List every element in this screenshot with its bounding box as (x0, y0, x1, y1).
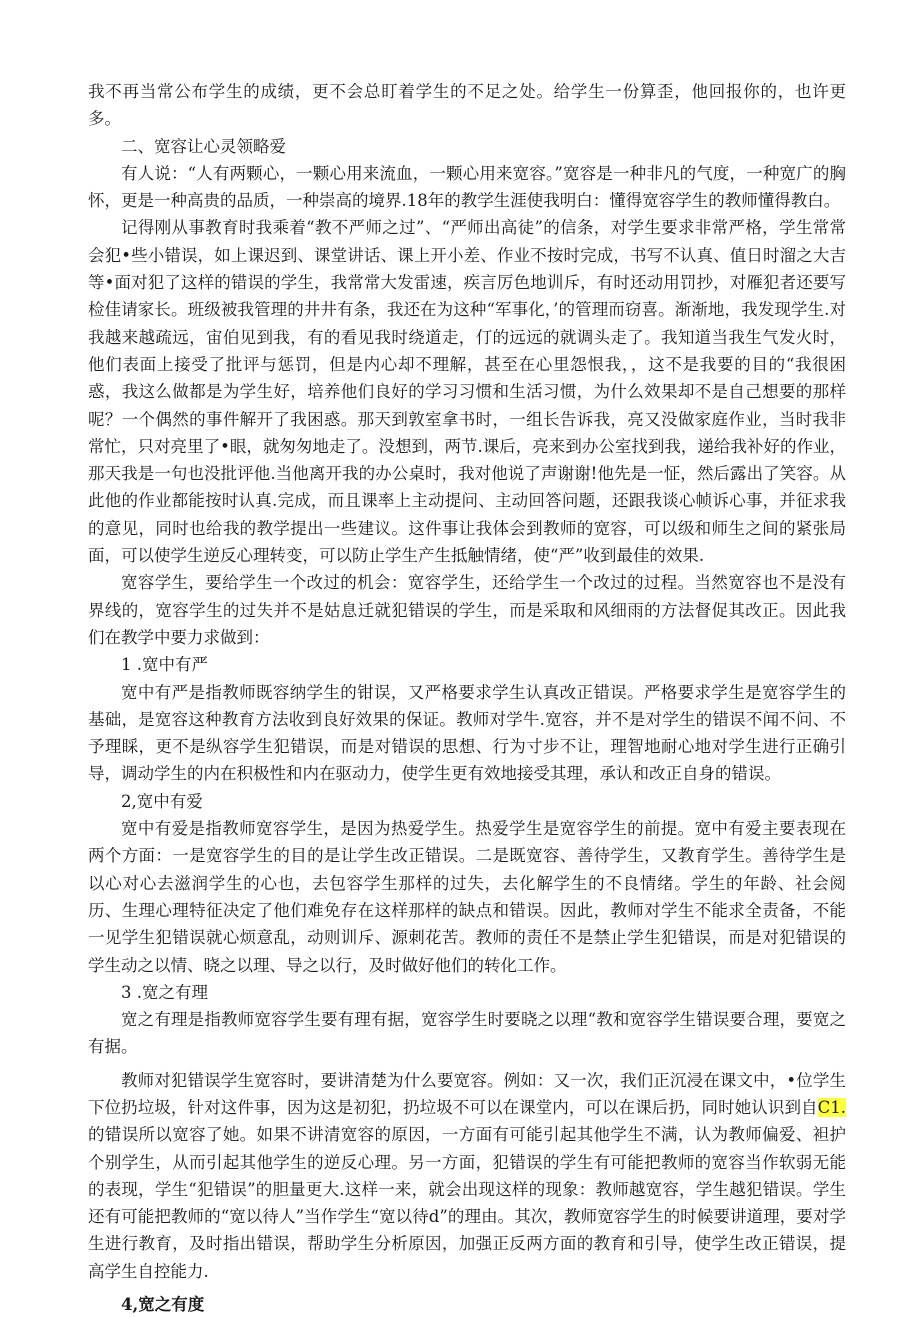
example-text-after: 的错误所以宽容了她。如果不讲清宽容的原因，一方面有可能引起其他学生不满，认为教师偏爱、袒护个别学生，从而引起其他学生的逆反心理。另一方面，犯错误的学生有可能把教师的宽容当作软弱无能的表现，学生“犯错误”的胆量更大.这样一来，就会出现这样的现象：教师越宽容，学生越犯错误。学生还有可能把教师的“宽以待人”当作学生“宽以待d”的理由。其次，教师宽容学生的时候要讲道理，要对学生进行教育，及时指出错误，帮助学生分析原因，加强正反两方面的教育和引导，使学生改正错误，提高学生自控能力. (88, 1125, 846, 1281)
paragraph-story: 记得刚从事教育时我乘着“教不严师之过”、“严师出高徒”的信条，对学生要求非常严格，学生常常会犯•些小错误，如上课迟到、课堂讲话、课上开小差、作业不按时完成，书写不认真、值日时溜之大吉等•面对犯了这样的错误的学生，我常常大发雷速，疾言厉色地训斥，有时还动用罚抄，对雁犯者还要写检佳请家长。班级被我管理的井井有条，我还在为这种“军事化，’的管理而窃喜。渐渐地，我发现学生.对我越来越疏远，宙伯见到我，有的看见我时绕道走，仃的远远的就调头走了。我知道当我生气发火时，他们表面上接受了批评与惩罚，但是内心却不理解，甚至在心里怨恨我，，这不是我要的目的“我很困惑，我这么做都是为学生好，培养他们良好的学习习惯和生活习惯，为什么效果却不是自己想要的那样呢？一个偶然的事件解开了我困惑。那天到敦室拿书时，一组长告诉我，亮又没做家庭作业，当时我非常忙，只对亮里了•眼，就匆匆地走了。没想到，两节.课后，亮来到办公室找到我，递给我补好的作业，那天我是一句也没批评他.当他离开我的办公桌时，我对他说了声谢谢!他先是一怔，然后露出了笑容。从此他的作业都能按时认真.完成，而且课率上主动提问、主动回答问题，还跟我谈心帧诉心事，并征求我的意见，同时也给我的教学提出一些建议。这件事让我体会到教师的宽容，可以级和师生之间的紧张局面，可以使学生逆反心理转变，可以防止学生产生抵触情绪，使“严”收到最佳的效果. (88, 218, 846, 566)
item-heading-2: 2,宽中有爱 (121, 791, 203, 811)
intro-line: 我不再当常公布学生的成绩，更不会总盯着学生的不足之处。给学生一份算歪，他回报你的，也许更多。 (88, 82, 846, 129)
highlighted-text: C1. (817, 1097, 846, 1117)
paragraph-quote: 有人说：“人有两颗心，一颗心用来流血，一颗心用来宽容。”宽容是一种非凡的气度，一种宽广的胸怀，更是一种高贵的品质，一种崇高的境界.18年的教学生涯使我明白：懂得宽容学生的教师懂得教白。 (88, 163, 846, 211)
item-paragraph-3: 宽之有理是指教师宽容学生要有理有据，宽容学生时要晓之以理“教和宽容学生错误要合理，要宽之有据。 (88, 1010, 846, 1057)
paragraph-example (88, 1067, 846, 1285)
item-paragraph-2: 宽中有爱是指教师宽容学生，是因为热爱学生。热爱学生是宽容学生的前提。宽中有爱主要表现在两个方面：一是宽容学生的目的是让学生改正错误。二是既宽容、善待学生，又教育学生。善待学生是以心对心去滋润学生的心也，去包容学生那样的过失，去化解学生的不良情绪。学生的年龄、社会阅历、生理心理特征决定了他们难免存在这样那样的缺点和错误。因此，教师对学生不能求全责备，不能一见学生犯错误就心烦意乱，动则训斥、源刺花苦。教师的责任不是禁止学生犯错误，而是对犯错误的学生动之以情、晓之以理、导之以行，及时做好他们的转化工作。 (88, 819, 846, 975)
paragraph-principle: 宽容学生，要给学生一个改过的机会：宽容学生，还给学生一个改过的过程。当然宽容也不是没有界线的，宽容学生的过失并不是姑息迁就犯错误的学生，而是采取和风细雨的方法督促其改正。因此我们在教学中要力求做到： (88, 573, 846, 647)
item-heading-3: 3 .宽之有理 (121, 982, 208, 1002)
item-heading-4: 4,宽之有度 (121, 1295, 205, 1315)
document-body (88, 78, 846, 1318)
item-heading-1: 1 .宽中有严 (121, 655, 208, 675)
section-title: 二、宽容让心灵领略爱 (121, 136, 286, 156)
item-paragraph-1: 宽中有严是指教师既容纳学生的钳误，又严格要求学生认真改正错误。严格要求学生是宽容学生的基础，是宽容这种教育方法收到良好效果的保证。教师对学牛.宽容，并不是对学生的错误不闻不问、不予理睬，更不是纵容学生犯错误，而是对错误的思想、行为寸步不让，理智地耐心地对学生进行正确引导，调动学生的内在积极性和内在驱动力，使学生更有效地接受其理，承认和改正自身的错误。 (88, 682, 846, 784)
example-text-before: 教师对犯错误学生宽容时，要讲清楚为什么要宽容。例如：又一次，我们正沉浸在课文中，•位学生下位扔垃圾，针对这件事，因为这是初犯，扔垃圾不可以在课堂内，可以在课后扔，同时她认识到自 (88, 1070, 846, 1117)
